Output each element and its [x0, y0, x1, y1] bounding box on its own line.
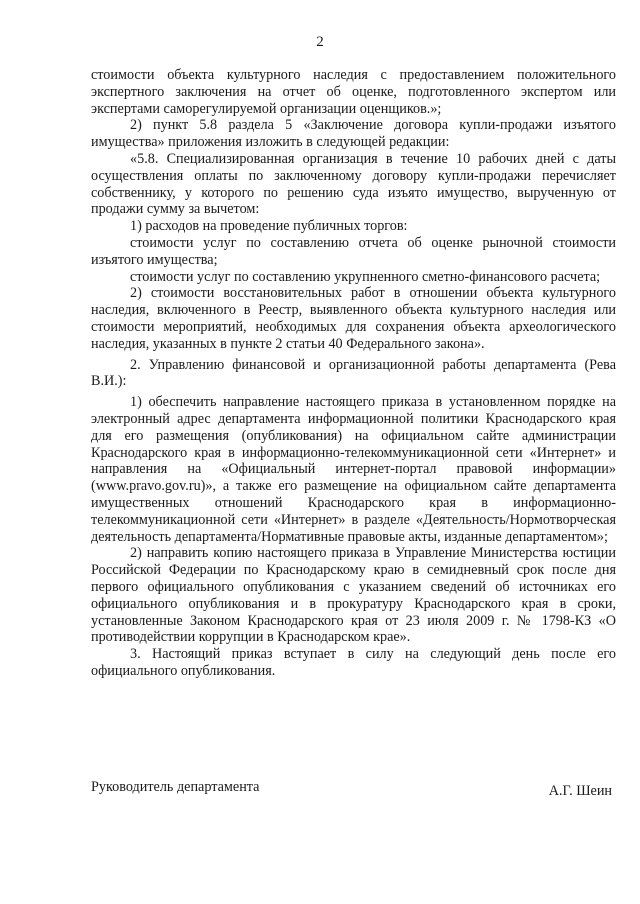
paragraph-continuation: стоимости объекта культурного наследия с предоставлением положительного экспертного заключения на отчет об оценке, подготовленного экспертом или экспертами саморегулируемой организации оценщиков.»;: [91, 67, 616, 117]
paragraph-publication-duty: 1) обеспечить направление настоящего приказа в установленном порядке на электронный адрес департамента информационной политики Краснодарского края для его размещения (опубликования) на официальном сайте администрации Краснодарского края в информационно-телекоммуникационной сети «Интернет» и направления на «Официальный интернет-портал правовой информации» (www.pravo.gov.ru)», а также его размещение на официальном сайте департамента имущественных отношений Краснодарского края в информационно-телекоммуникационной сети «Интернет» в разделе «Деятельность/Нормотворческая деятельность департамента/Нормативные правовые акты, изданные департаментом»;: [91, 394, 616, 545]
paragraph-subitem-1: 1) расходов на проведение публичных торгов:: [130, 218, 408, 235]
paragraph-subitem-2: 2) стоимости восстановительных работ в отношении объекта культурного наследия, включенного в Реестр, выявленного объекта культурного наследия или стоимости мероприятий, необходимых для сохранения объекта археологического наследия, указанных в пункте 2 статьи 40 Федерального закона».: [91, 285, 616, 352]
paragraph-ministry-copy: 2) направить копию настоящего приказа в Управление Министерства юстиции Российской Федерации по Краснодарскому краю в семидневный срок после дня первого официального опубликования с указанием сведений об источниках его официального опубликования и в прокуратуру Краснодарского края в сроки, установленные Законом Краснодарского края от 23 июля 2009 г. № 1798-КЗ «О противодействии коррупции в Краснодарском крае».: [91, 545, 616, 646]
signatory-name: А.Г. Шеин: [548, 783, 612, 799]
paragraph-clause-5-8: «5.8. Специализированная организация в течение 10 рабочих дней с даты осуществления оплаты по заключенному договору купли-продажи перечисляет собственнику, у которого по решению суда изъято имущество, вырученную от продажи сумму за вычетом:: [91, 150, 616, 218]
signatory-role: Руководитель департамента: [91, 779, 260, 795]
paragraph-section-2: 2. Управлению финансовой и организационной работы департамента (Рева В.И.):: [91, 356, 616, 390]
document-body: [91, 67, 616, 680]
page-number: 2: [316, 34, 324, 50]
paragraph-estimate-cost: стоимости услуг по составлению укрупненного сметно-финансового расчета;: [130, 268, 601, 285]
paragraph-section-3: 3. Настоящий приказ вступает в силу на следующий день после его официального опубликования.: [91, 646, 616, 679]
paragraph-item-2: 2) пункт 5.8 раздела 5 «Заключение договора купли-продажи изъятого имущества» приложения изложить в следующей редакции:: [91, 117, 616, 151]
paragraph-valuation-cost: стоимости услуг по составлению отчета об оценке рыночной стоимости изъятого имущества;: [91, 234, 616, 268]
